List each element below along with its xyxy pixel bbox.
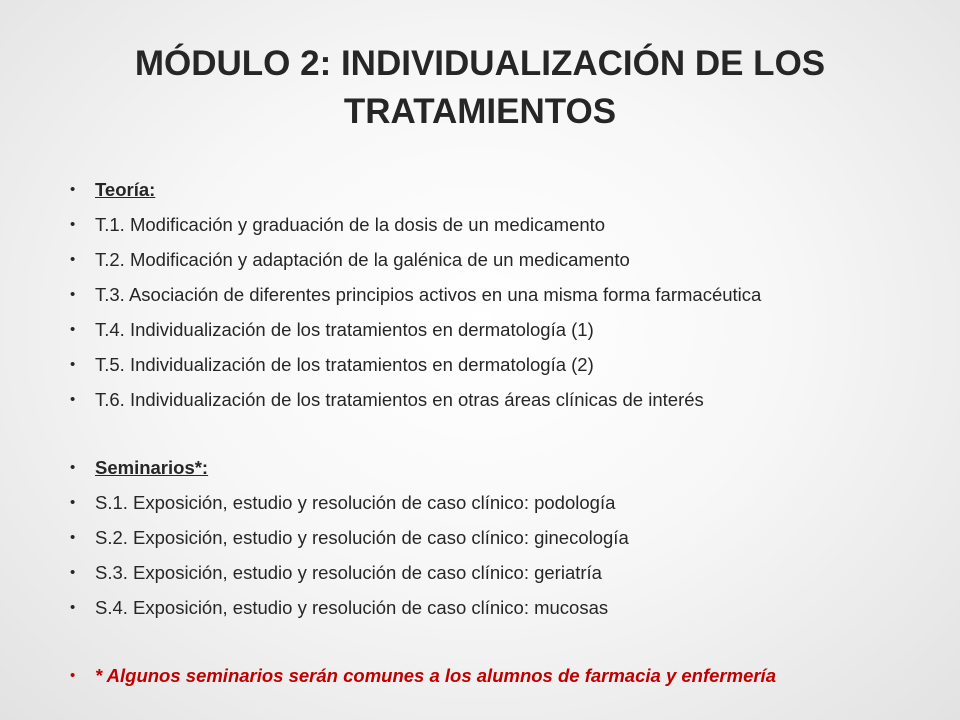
bullet-icon: •	[70, 599, 76, 616]
slide-title	[60, 40, 900, 136]
seminar-item-3	[70, 555, 950, 590]
bullet-icon: •	[70, 667, 76, 684]
theory-item-1	[70, 207, 950, 242]
bullet-icon: •	[70, 286, 76, 303]
theory-item-5	[70, 347, 950, 382]
theory-item-text: T.5. Individualización de los tratamientos en dermatología (2)	[95, 354, 594, 375]
footnote-text: * Algunos seminarios serán comunes a los alumnos de farmacia y enfermería	[95, 665, 776, 686]
theory-item-text: T.3. Asociación de diferentes principios activos en una misma forma farmacéutica	[95, 284, 762, 305]
footnote-item	[70, 658, 950, 693]
seminars-heading-item	[70, 450, 950, 485]
theory-heading-item	[70, 172, 950, 207]
bullet-icon: •	[70, 391, 76, 408]
bullet-icon: •	[70, 181, 76, 198]
theory-item-3	[70, 277, 950, 312]
bullet-icon: •	[70, 321, 76, 338]
bullet-icon: •	[70, 564, 76, 581]
theory-item-text: T.6. Individualización de los tratamientos en otras áreas clínicas de interés	[95, 389, 704, 410]
bullet-icon: •	[70, 216, 76, 233]
seminar-item-text: S.1. Exposición, estudio y resolución de caso clínico: podología	[95, 492, 616, 513]
seminar-item-text: S.4. Exposición, estudio y resolución de caso clínico: mucosas	[95, 597, 609, 618]
theory-item-6	[70, 382, 950, 417]
seminar-item-4	[70, 590, 950, 625]
bullet-icon: •	[70, 459, 76, 476]
seminars-heading: Seminarios*:	[95, 457, 209, 478]
theory-heading: Teoría:	[95, 179, 156, 200]
theory-item-text: T.2. Modificación y adaptación de la galénica de un medicamento	[95, 249, 630, 270]
theory-item-text: T.4. Individualización de los tratamientos en dermatología (1)	[95, 319, 594, 340]
bullet-icon: •	[70, 356, 76, 373]
theory-item-text: T.1. Modificación y graduación de la dosis de un medicamento	[95, 214, 606, 235]
bullet-icon: •	[70, 494, 76, 511]
seminar-item-text: S.3. Exposición, estudio y resolución de caso clínico: geriatría	[95, 562, 602, 583]
seminar-item-1	[70, 485, 950, 520]
bullet-list	[70, 172, 950, 693]
theory-item-4	[70, 312, 950, 347]
title-line-2: TRATAMIENTOS	[343, 92, 617, 131]
theory-item-2	[70, 242, 950, 277]
seminar-item-text: S.2. Exposición, estudio y resolución de caso clínico: ginecología	[95, 527, 629, 548]
seminar-item-2	[70, 520, 950, 555]
title-line-1: MÓDULO 2: INDIVIDUALIZACIÓN DE LOS	[134, 44, 826, 83]
bullet-icon: •	[70, 251, 76, 268]
bullet-icon: •	[70, 529, 76, 546]
